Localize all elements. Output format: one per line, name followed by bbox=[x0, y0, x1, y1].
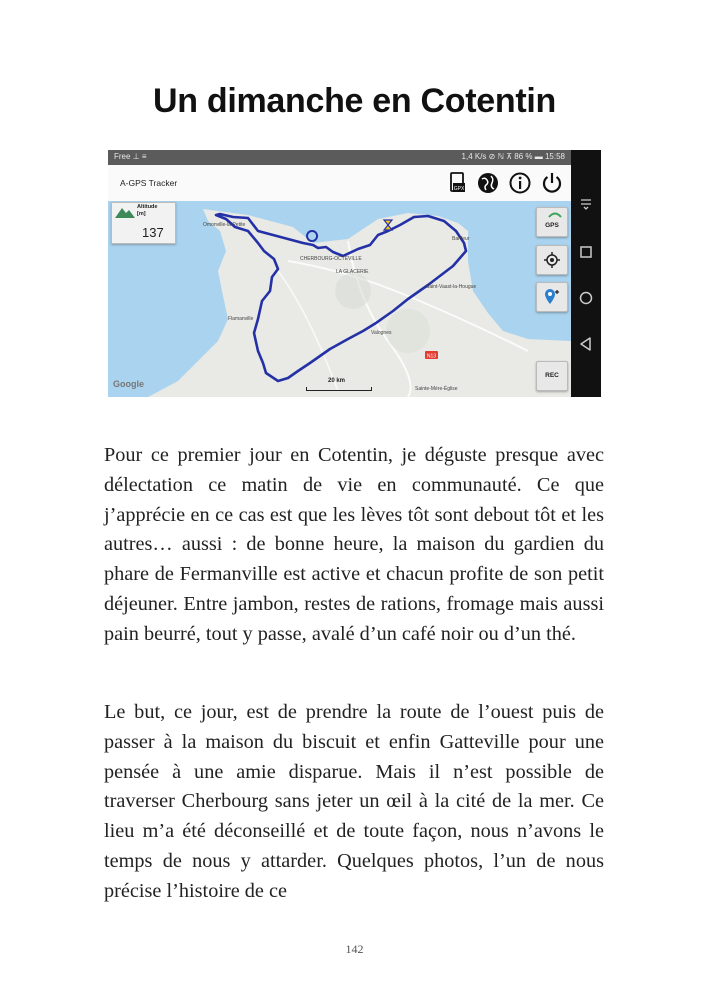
status-left-text: Free ⊥ ≡ bbox=[114, 152, 147, 161]
place-label: LA GLACERIE bbox=[336, 269, 369, 275]
altitude-label: Altitude [m] bbox=[137, 204, 158, 217]
gps-tracker-screenshot bbox=[108, 150, 601, 397]
paragraph: Le but, ce jour, est de prendre la route de l’ouest puis de passer à la maison du biscuit et enfin Gatteville pour une pensée à une amie disparue. Mais il n’est possible de traverser Cherbourg sans jeter un œil à la cité de la mer. Ce lieu m’a été déconseillé et de toute façon, nous n’avons le temps de nous y attarder. Quelques photos, l’un de nous précise l’histoire de ce bbox=[104, 701, 604, 902]
road-label: N13 bbox=[426, 353, 437, 360]
app-title: A-GPS Tracker bbox=[120, 178, 178, 188]
svg-text:GPX: GPX bbox=[453, 186, 465, 192]
globe-icon[interactable] bbox=[476, 171, 500, 195]
scale-label: 20 km bbox=[328, 378, 346, 384]
place-label: Flamanville bbox=[228, 316, 254, 322]
google-logo: Google bbox=[113, 379, 144, 389]
export-icon[interactable] bbox=[446, 171, 470, 195]
phone-status-bar bbox=[108, 150, 571, 165]
locate-button[interactable] bbox=[536, 245, 568, 275]
pin-icon bbox=[544, 288, 560, 306]
mountain-icon bbox=[115, 206, 135, 218]
circle-icon[interactable] bbox=[578, 290, 594, 306]
crosshair-icon bbox=[544, 252, 560, 268]
rec-button[interactable]: REC bbox=[536, 361, 568, 391]
app-toolbar bbox=[108, 165, 571, 202]
square-icon[interactable] bbox=[578, 244, 594, 260]
gps-button[interactable]: GPS bbox=[536, 207, 568, 237]
page-title: Un dimanche en Cotentin bbox=[152, 82, 556, 120]
place-label: Omonville-la-Petite bbox=[203, 222, 246, 228]
android-nav-bar bbox=[571, 150, 601, 397]
place-label: Barfleur bbox=[452, 236, 470, 242]
altitude-panel bbox=[111, 202, 176, 244]
place-label: Saint-Vaast-la-Hougue bbox=[426, 284, 477, 290]
page-number: 142 bbox=[345, 942, 364, 956]
status-right-text: 1,4 K/s ⊘ ℕ ⊼ 86 % ▬ 15:58 bbox=[461, 152, 565, 161]
paragraph: Pour ce premier jour en Cotentin, je déguste presque avec délectation ce matin de vie en communauté. Ce que j’apprécie en ce cas est que les lèves tôt sont debout tôt et les autres… aussi : de bonne heure, la maison du gardien du phare de Fermanville est active et chacun profite de son petit déjeuner. Entre jambon, restes de rations, fromage mais aussi pain beurré, tout y passe, avalé d’un café noir ou d’un thé. bbox=[104, 444, 604, 645]
place-label: Valognes bbox=[371, 330, 392, 336]
altitude-value: 137 bbox=[142, 225, 164, 240]
add-marker-button[interactable] bbox=[536, 282, 568, 312]
map-view[interactable] bbox=[108, 201, 571, 397]
scale-bar bbox=[306, 387, 372, 391]
back-icon[interactable] bbox=[578, 336, 594, 352]
signal-icon bbox=[548, 210, 562, 218]
place-label: Sainte-Mère-Église bbox=[415, 386, 458, 392]
power-icon[interactable] bbox=[540, 171, 564, 195]
info-icon[interactable] bbox=[508, 171, 532, 195]
dropdown-icon[interactable] bbox=[578, 196, 594, 212]
place-label: CHERBOURG-OCTEVILLE bbox=[300, 256, 362, 262]
